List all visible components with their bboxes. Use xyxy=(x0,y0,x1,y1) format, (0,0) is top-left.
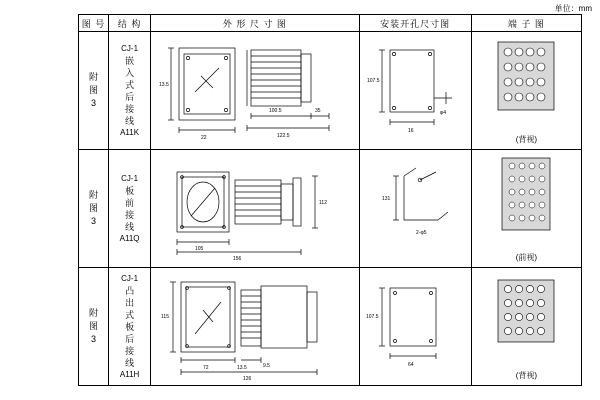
dim-35: 35 xyxy=(315,108,321,115)
fig-no-cell xyxy=(79,32,109,150)
dim-9-5: 9.5 xyxy=(263,363,271,370)
terminal-drawing-1 xyxy=(472,32,580,132)
structure-line-4: 后 xyxy=(125,91,135,102)
terminal-view-label: (前视) xyxy=(515,253,538,263)
dim-22: 22 xyxy=(201,135,207,142)
dim-13-5: 13.5 xyxy=(237,365,247,372)
fig-no-line-1: 附 xyxy=(89,190,99,201)
dim-131: 131 xyxy=(381,196,390,203)
structure-cell xyxy=(109,32,151,150)
model-label: CJ-1 xyxy=(121,173,139,183)
structure-line-6: 接 xyxy=(125,345,135,356)
fig-no-line-3: 3 xyxy=(91,216,97,227)
header-terminal: 端 子 图 xyxy=(471,15,581,32)
structure-line-4: 板 xyxy=(125,321,135,332)
terminal-view-label: (背视) xyxy=(515,135,538,145)
fig-no-line-1: 附 xyxy=(89,72,99,83)
code-label: A11H xyxy=(119,369,140,379)
code-label: A11Q xyxy=(119,233,140,243)
structure-line-2: 入 xyxy=(125,67,135,78)
model-label: CJ-1 xyxy=(121,273,139,283)
table-header-row xyxy=(79,15,582,32)
dim-105: 105 xyxy=(195,246,204,253)
structure-line-1: 板 xyxy=(125,185,135,196)
dim-phi4: φ4 xyxy=(439,110,446,117)
structure-line-7: 线 xyxy=(125,357,135,368)
table-row xyxy=(79,150,582,268)
fig-no-line-2: 图 xyxy=(89,321,99,332)
dim-107-5: 107.5 xyxy=(365,314,379,321)
terminal-drawing-cell xyxy=(471,150,581,268)
dim-115: 115 xyxy=(161,314,170,321)
outline-drawing-1 xyxy=(151,32,357,146)
mounting-drawing-3 xyxy=(360,268,470,382)
structure-line-3: 接 xyxy=(125,209,135,220)
structure-line-5: 接 xyxy=(125,103,135,114)
structure-line-2: 前 xyxy=(125,197,135,208)
structure-line-1: 凸 xyxy=(125,285,135,296)
mounting-drawing-cell xyxy=(359,268,471,386)
terminal-drawing-cell xyxy=(471,268,581,386)
structure-line-3: 式 xyxy=(125,309,135,320)
structure-cell xyxy=(109,268,151,386)
outline-drawing-3 xyxy=(151,268,357,382)
unit-note: 单位：mm xyxy=(554,4,592,13)
structure-line-1: 嵌 xyxy=(125,55,135,66)
terminal-drawing-2 xyxy=(472,150,580,250)
dim-100-5: 100.5 xyxy=(269,108,282,115)
fig-no-line-2: 图 xyxy=(89,85,99,96)
dim-72: 72 xyxy=(203,365,209,372)
terminal-drawing-cell xyxy=(471,32,581,150)
outline-drawing-cell xyxy=(151,268,359,386)
terminal-drawing-3 xyxy=(472,268,580,368)
mounting-drawing-cell xyxy=(359,150,471,268)
dim-156: 156 xyxy=(233,256,242,263)
dim-64: 64 xyxy=(407,362,414,369)
specification-table xyxy=(78,14,582,386)
header-fig-no: 图 号 xyxy=(79,15,109,32)
mounting-drawing-cell xyxy=(359,32,471,150)
fig-no-cell xyxy=(79,150,109,268)
structure-line-3: 式 xyxy=(125,79,135,90)
outline-drawing-2 xyxy=(151,150,357,264)
dim-2-phi5: 2-φ5 xyxy=(415,230,426,237)
table-row xyxy=(79,268,582,386)
fig-no-line-3: 3 xyxy=(91,98,97,109)
dim-13-5: 13.5 xyxy=(159,82,169,89)
structure-line-2: 出 xyxy=(125,297,135,308)
structure-line-4: 线 xyxy=(125,221,135,232)
dim-16: 16 xyxy=(407,128,414,135)
dim-122-5: 122.5 xyxy=(277,133,290,140)
structure-line-6: 线 xyxy=(125,115,135,126)
header-structure: 结 构 xyxy=(109,15,151,32)
dim-107-5: 107.5 xyxy=(366,78,380,85)
code-label: A11K xyxy=(120,127,140,137)
header-mounting: 安装开孔尺寸图 xyxy=(359,15,471,32)
terminal-view-label: (背视) xyxy=(515,371,538,380)
dim-112: 112 xyxy=(319,200,328,207)
outline-drawing-cell xyxy=(151,32,359,150)
mounting-drawing-1 xyxy=(360,32,470,146)
table-row xyxy=(79,32,582,150)
fig-no-cell xyxy=(79,268,109,386)
model-label: CJ-1 xyxy=(121,43,139,53)
mounting-drawing-2 xyxy=(360,150,470,264)
fig-no-line-3: 3 xyxy=(91,334,97,345)
structure-cell xyxy=(109,150,151,268)
dim-126: 126 xyxy=(243,376,252,383)
structure-line-5: 后 xyxy=(125,333,135,344)
header-outline: 外 形 尺 寸 图 xyxy=(151,15,359,32)
fig-no-line-2: 图 xyxy=(89,203,99,214)
outline-drawing-cell xyxy=(151,150,359,268)
fig-no-line-1: 附 xyxy=(89,308,99,319)
